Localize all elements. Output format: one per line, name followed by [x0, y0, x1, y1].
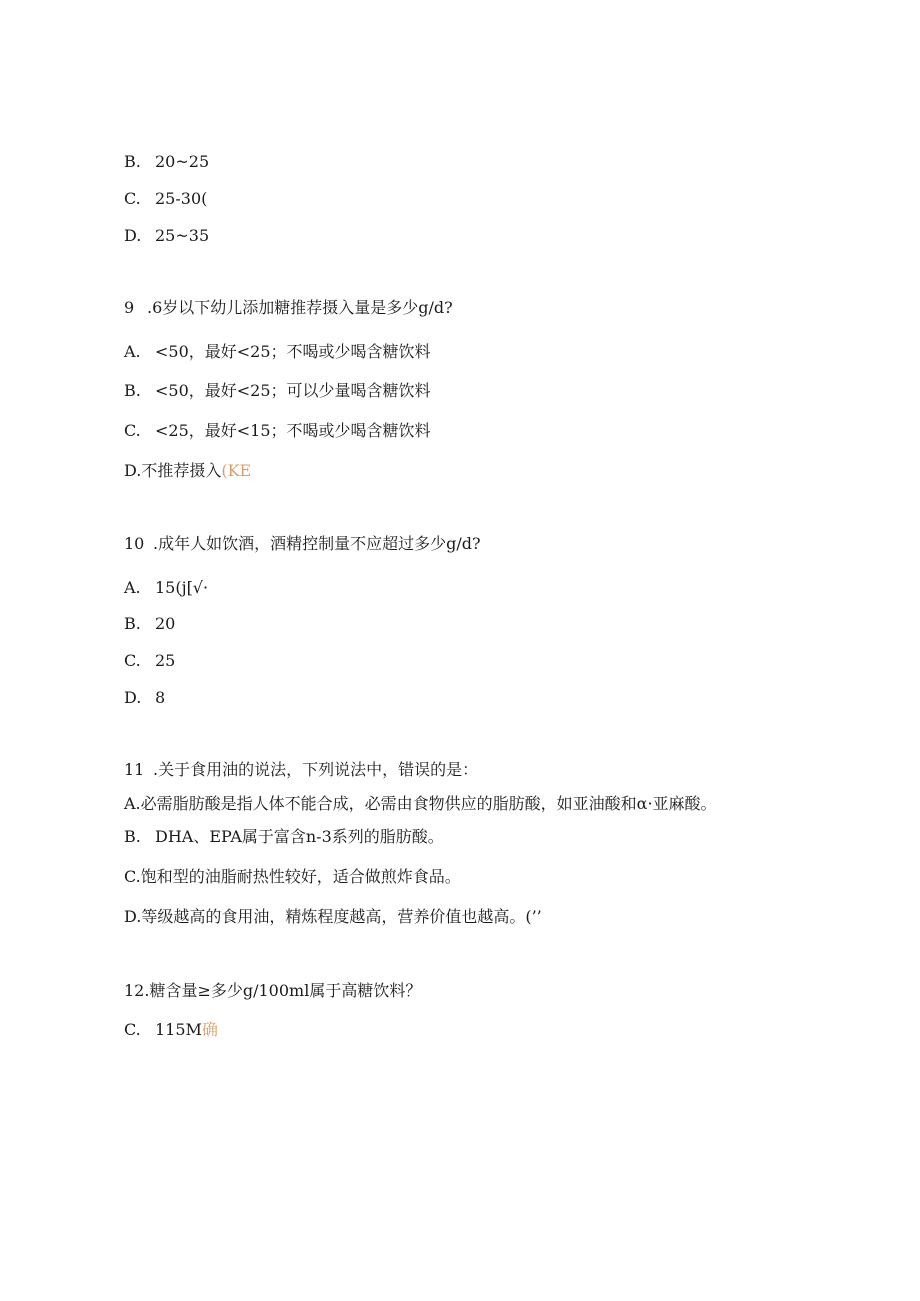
q11-stem: [124, 760, 478, 780]
option-text: 20: [155, 614, 176, 633]
option-letter: A.: [124, 342, 141, 361]
q11-option-c: [124, 867, 461, 887]
question-number: 9: [124, 298, 135, 317]
option-letter: B.: [124, 827, 141, 846]
option-letter: B.: [124, 152, 141, 171]
option-letter: B.: [124, 381, 141, 400]
q12-option-c: [124, 1020, 218, 1040]
option-text: <50，最好<25；可以少量喝含糖饮料: [155, 381, 431, 400]
q9-option-c: [124, 421, 431, 441]
option-text: A.必需脂肪酸是指人体不能合成，必需由食物供应的脂肪酸，如亚油酸和α·亚麻酸。: [124, 794, 717, 813]
option-text: D.等级越高的食用油，精炼程度越高，营养价值也越高。(’’: [124, 907, 542, 926]
option-letter: C.: [124, 651, 141, 670]
option-letter: D.: [124, 688, 142, 707]
question-text: .成年人如饮酒，酒精控制量不应超过多少g/d?: [153, 534, 481, 553]
q10-stem: [124, 534, 481, 554]
option-text: 20~25: [155, 152, 210, 171]
q10-option-c: [124, 651, 175, 671]
q11-option-b: [124, 827, 444, 847]
q10-option-a: [124, 578, 208, 598]
question-number: 10: [124, 534, 145, 553]
option-letter: D.: [124, 226, 142, 245]
option-text: <25，最好<15；不喝或少喝含糖饮料: [155, 421, 431, 440]
option-text: 15(j[√·: [155, 578, 209, 597]
option-text: 115M: [155, 1020, 202, 1039]
q8-option-d: [124, 226, 209, 246]
q9-option-d: [124, 461, 251, 481]
option-text: 25: [155, 651, 176, 670]
option-text: <50，最好<25；不喝或少喝含糖饮料: [155, 342, 431, 361]
option-letter: C.: [124, 189, 141, 208]
option-text: C.饱和型的油脂耐热性较好，适合做煎炸食品。: [124, 867, 461, 886]
q12-stem: [124, 981, 421, 1001]
question-text: 12.糖含量≥多少g/100ml属于高糖饮料？: [124, 981, 422, 1000]
q10-option-d: [124, 688, 165, 708]
option-letter: C.: [124, 1020, 141, 1039]
option-letter: C.: [124, 421, 141, 440]
q10-option-b: [124, 614, 175, 634]
q8-option-c: [124, 189, 207, 209]
q11-option-d: [124, 907, 542, 927]
option-text: 8: [155, 688, 166, 707]
option-text: D.不推荐摄入: [124, 461, 222, 480]
q11-option-a: [124, 794, 717, 814]
option-text: 25-30(: [155, 189, 208, 208]
option-letter: B.: [124, 614, 141, 633]
question-text: .关于食用油的说法，下列说法中，错误的是：: [153, 760, 479, 779]
option-text: DHA、EPA属于富含n-3系列的脂肪酸。: [155, 827, 444, 846]
handwritten-mark: (KE: [221, 461, 252, 480]
question-text: .6岁以下幼儿添加糖推荐摄入量是多少g/d?: [147, 298, 453, 317]
question-number: 11: [124, 760, 145, 779]
q9-stem: [124, 298, 453, 318]
handwritten-mark: 确: [201, 1020, 218, 1039]
option-text: 25~35: [155, 226, 210, 245]
option-letter: A.: [124, 578, 141, 597]
q9-option-a: [124, 342, 431, 362]
q8-option-b: [124, 152, 209, 172]
q9-option-b: [124, 381, 431, 401]
